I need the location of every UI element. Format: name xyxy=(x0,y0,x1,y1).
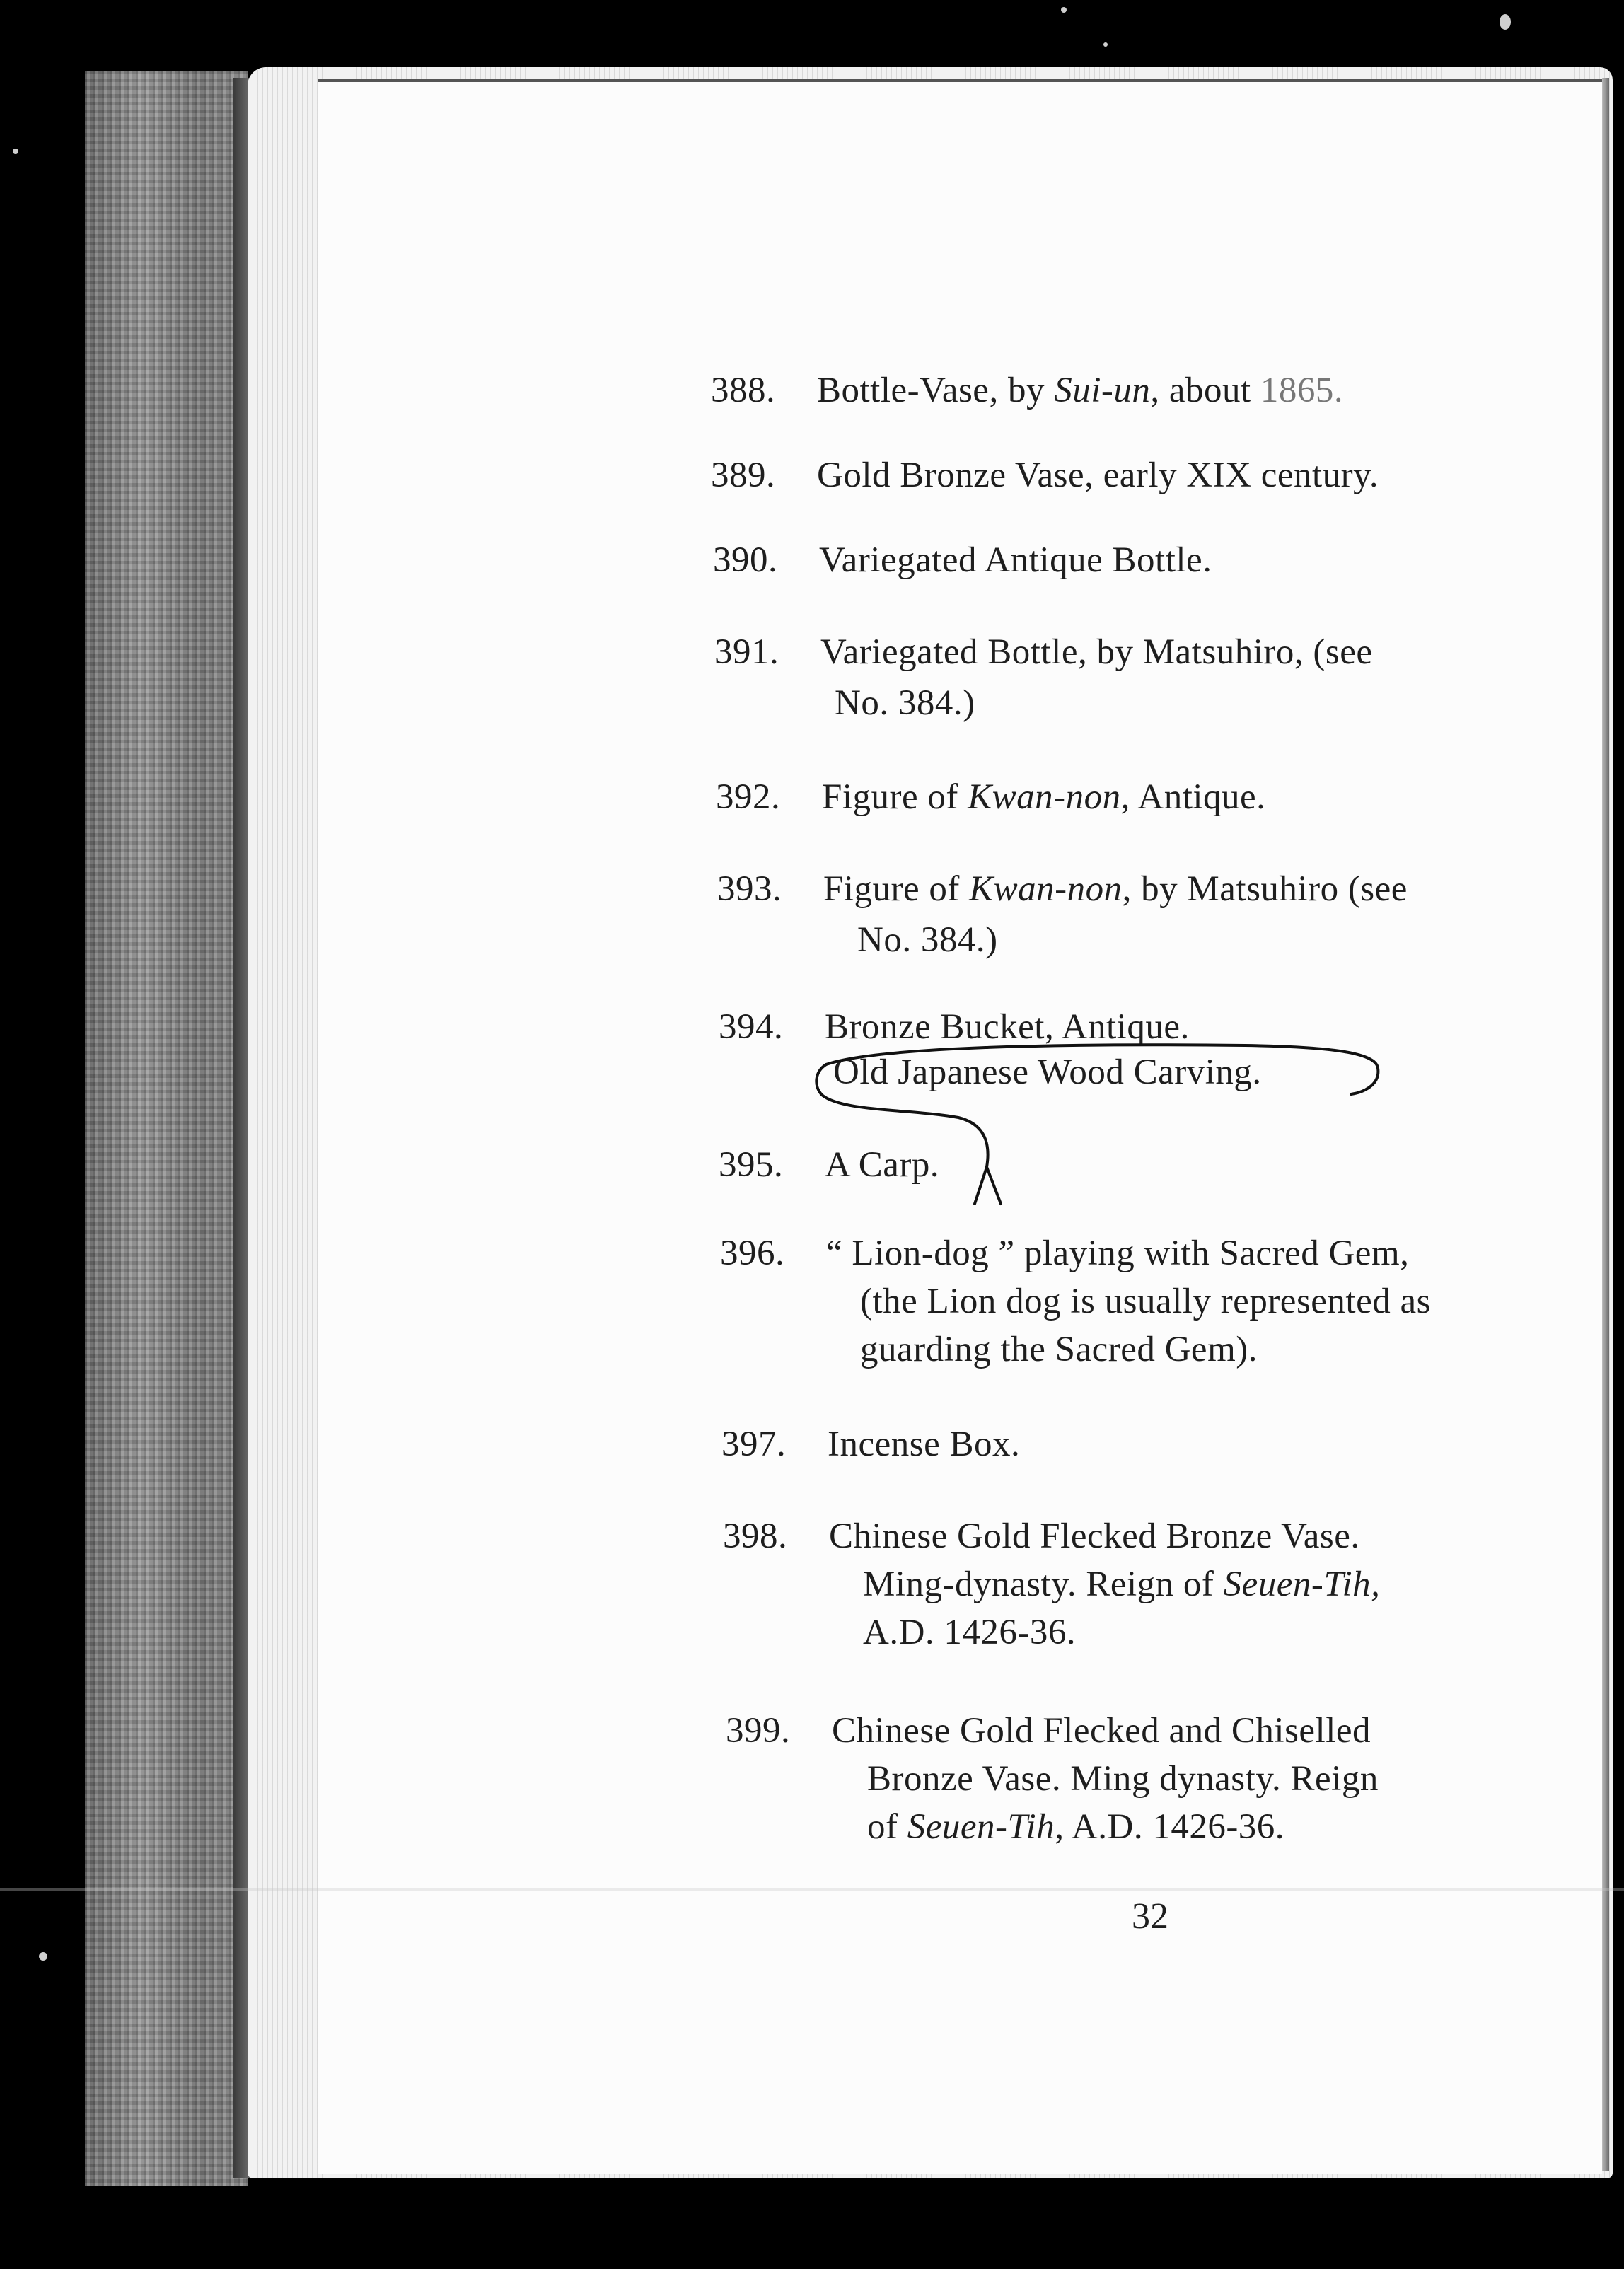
entry-395 xyxy=(719,1142,1567,1192)
entry-392 xyxy=(716,774,1565,824)
entry-396 xyxy=(720,1231,1569,1386)
entry-398 xyxy=(723,1514,1572,1669)
speck xyxy=(1061,7,1067,13)
entry-text: Incense Box. xyxy=(828,1424,1021,1464)
entry-text: “ Lion-dog ” playing with Sacred Gem, xyxy=(826,1234,1410,1273)
entry-text: Bottle-Vase, by Sui-un, about 1865. xyxy=(817,371,1344,410)
entry-continuation: of Seuen-Tih, A.D. 1426-36. xyxy=(867,1807,1285,1847)
entry-number: 396. xyxy=(720,1234,785,1273)
entry-number: 399. xyxy=(726,1711,791,1751)
entry-continuation: No. 384.) xyxy=(835,683,975,723)
entry-number: 395. xyxy=(719,1145,784,1185)
entry-389 xyxy=(711,453,1560,502)
entry-text: Gold Bronze Vase, early XIX century. xyxy=(817,455,1379,495)
entry-text: Bronze Bucket, Antique. xyxy=(825,1007,1190,1047)
entry-number: 388. xyxy=(711,371,776,410)
entry-number: 398. xyxy=(723,1516,788,1556)
entry-continuation: (the Lion dog is usually represented as xyxy=(860,1282,1431,1321)
entry-388 xyxy=(711,368,1560,417)
entry-continuation: A.D. 1426-36. xyxy=(863,1613,1077,1652)
entry-text: Figure of Kwan-non, Antique. xyxy=(822,777,1266,817)
entry-text: Chinese Gold Flecked Bronze Vase. xyxy=(829,1516,1360,1556)
entry-397 xyxy=(721,1422,1570,1471)
entry-continuation: Old Japanese Wood Carving. xyxy=(833,1052,1262,1092)
entry-text: Chinese Gold Flecked and Chiselled xyxy=(832,1711,1371,1751)
entry-continuation: Ming-dynasty. Reign of Seuen-Tih, xyxy=(863,1565,1381,1604)
entry-number: 391. xyxy=(714,632,779,672)
page-number: 32 xyxy=(1132,1896,1168,1937)
entry-390 xyxy=(713,538,1562,587)
book-edge xyxy=(85,71,248,2186)
entry-text: Variegated Antique Bottle. xyxy=(819,540,1212,580)
entry-continuation: guarding the Sacred Gem). xyxy=(860,1330,1258,1369)
entry-number: 397. xyxy=(721,1424,787,1464)
speck xyxy=(13,149,18,154)
entry-number: 393. xyxy=(717,869,782,909)
speck xyxy=(1500,14,1511,30)
speck xyxy=(39,1952,47,1961)
entry-number: 394. xyxy=(719,1007,784,1047)
entry-number: 389. xyxy=(711,455,776,495)
entry-391 xyxy=(714,629,1563,736)
page-right-edge xyxy=(1602,78,1609,2171)
entry-text: Variegated Bottle, by Matsuhiro, (see xyxy=(820,632,1373,672)
entry-continuation: Bronze Vase. Ming dynasty. Reign xyxy=(867,1759,1379,1799)
scan-line xyxy=(0,1888,1624,1891)
entry-393 xyxy=(717,866,1566,973)
entry-continuation: No. 384.) xyxy=(857,920,998,960)
entry-number: 390. xyxy=(713,540,778,580)
entry-text: Figure of Kwan-non, by Matsuhiro (see xyxy=(823,869,1408,909)
entry-number: 392. xyxy=(716,777,781,817)
entry-text: A Carp. xyxy=(825,1145,940,1185)
entry-399 xyxy=(726,1708,1574,1864)
entry-394 xyxy=(719,1004,1567,1110)
speck xyxy=(1103,42,1108,47)
